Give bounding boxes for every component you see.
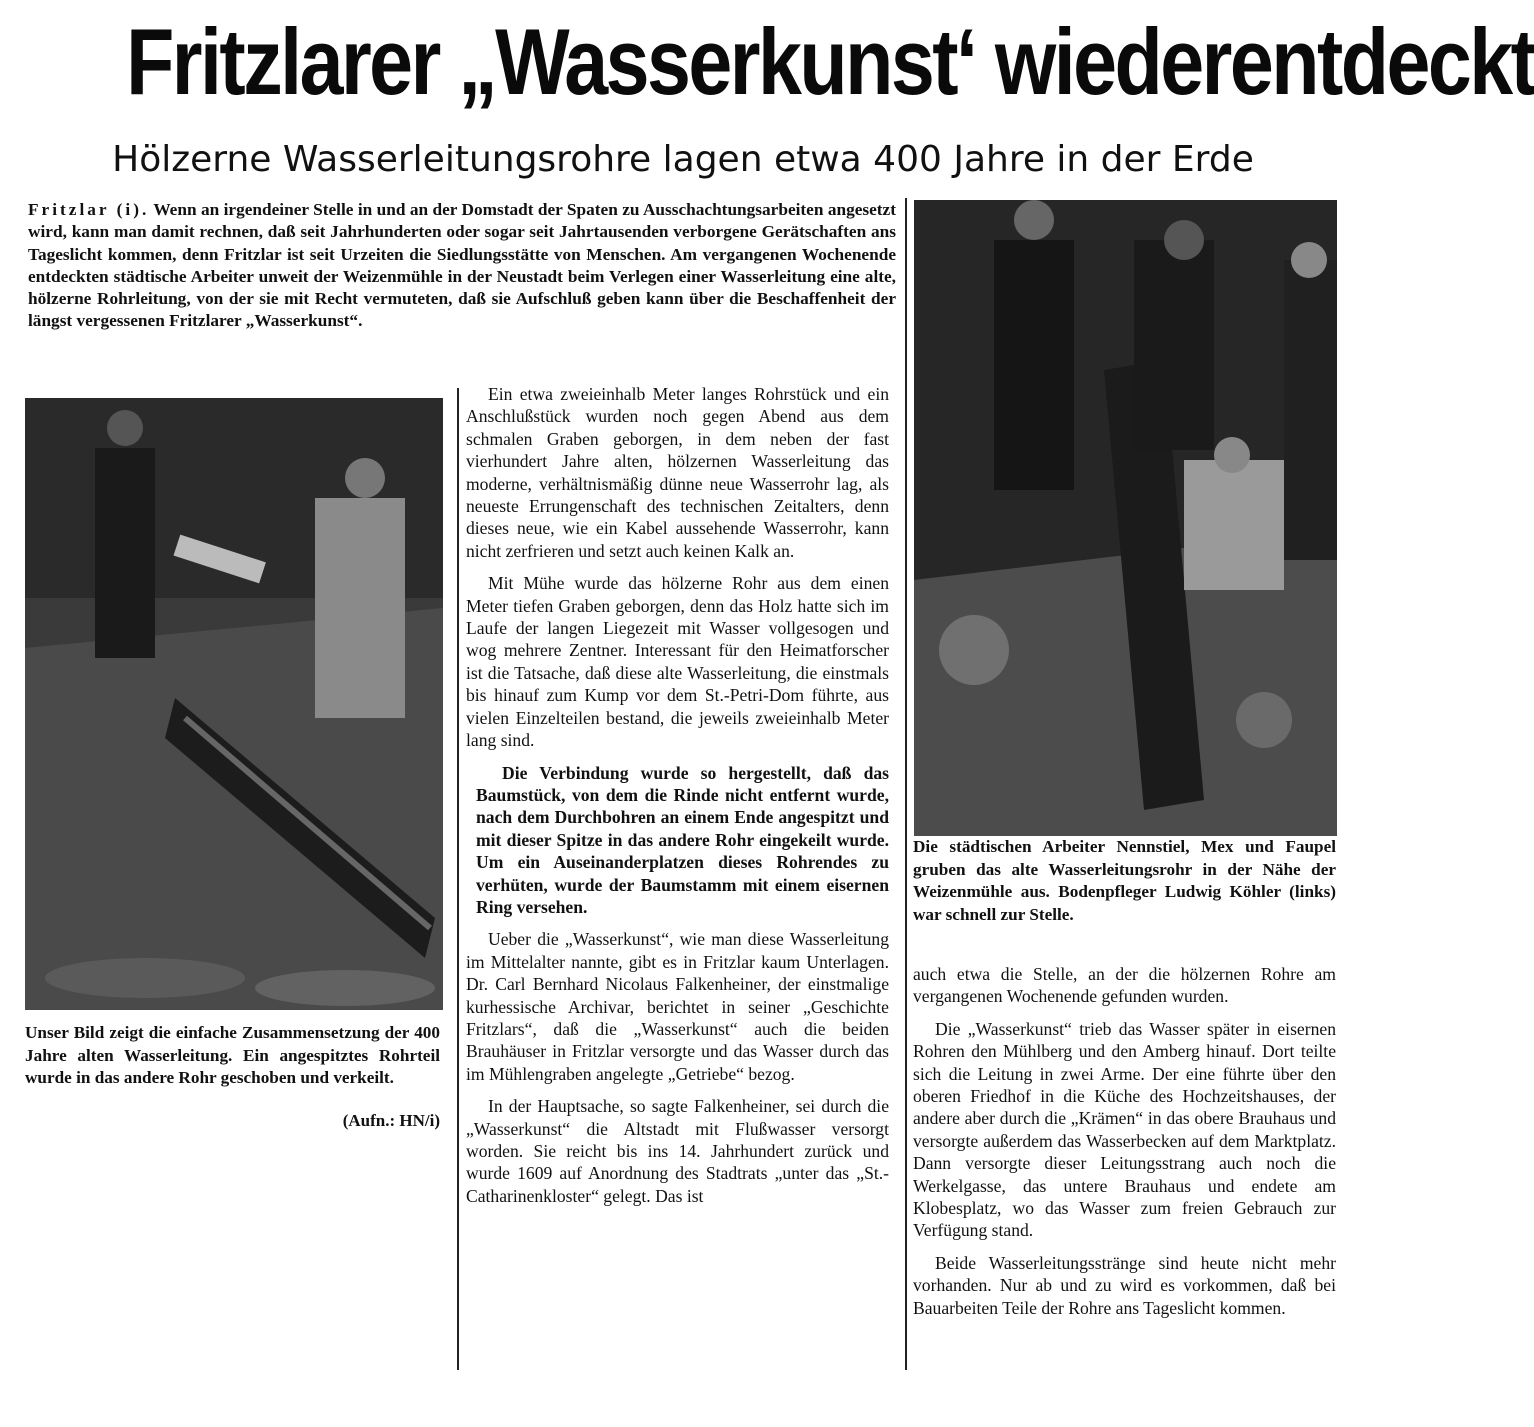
headline: Fritzlarer „Wasserkunst‘ wiederentdeckt bbox=[126, 9, 1534, 114]
right-column bbox=[913, 963, 1336, 1329]
middle-paragraph-3-bold: Die Verbindung wurde so hergestellt, daß das Baumstück, von dem die Rinde nicht entfernt wurde, nach dem Durchbohren an einem Ende angespitzt und mit dieser Spitze in das andere Rohr eingekeilt wurde. Um ein Auseinanderplatzen dieses Rohrendes zu verhüten, wurde der Baumstamm mit einem eisernen Ring versehen. bbox=[476, 762, 889, 917]
middle-paragraph-5: In der Hauptsache, so sagte Falkenheiner, sei durch die „Wasserkunst“ die Altstadt mit Flußwasser versorgt worden. Sie reicht bis ins 14. Jahrhundert zurück und wurde 1609 auf Anordnung des Stadtrats „unter das „St.-Catharinenkloster“ gelegt. Das ist bbox=[466, 1096, 889, 1206]
middle-paragraph-1: Ein etwa zweieinhalb Meter langes Rohrstück und ein Anschlußstück wurden noch gegen Abend aus dem schmalen Graben geborgen, in dem neben der fast vierhundert Jahre alten, hölzernen Wasserleitung das moderne, verhältnismäßig dünne neue Wasserrohr lag, als neueste Errungenschaft des technischen Zeitalters, denn dieses neue, wie ein Kabel aussehende Wasserrohr, kann nicht zerfrieren und setzt auch keinen Kalk an. bbox=[466, 384, 889, 561]
right-paragraph-1: auch etwa die Stelle, an der die hölzernen Rohre am vergangenen Wochenende gefunden wurden. bbox=[913, 964, 1336, 1007]
photo-left-credit: (Aufn.: HN/i) bbox=[342, 1111, 440, 1130]
photo-right-caption: Die städtischen Arbeiter Nennstiel, Mex und Faupel gruben das alte Wasserleitungsrohr in der Nähe der Weizenmühle aus. Bodenpfleger Ludwig Köhler (links) war schnell zur Stelle. bbox=[913, 837, 1336, 924]
middle-paragraph-2: Mit Mühe wurde das hölzerne Rohr aus dem einen Meter tiefen Graben geborgen, denn das Holz hatte sich im Laufe der langen Liegezeit mit Wasser vollgesogen und wog mehrere Zentner. Interessant für den Heimatforscher ist die Tatsache, daß diese alte Wasserleitung, die einstmals bis hinauf zum Kump vor dem St.-Petri-Dom führte, aus vielen Einzelteilen bestand, die jeweils zweieinhalb Meter lang sind. bbox=[466, 573, 889, 751]
lead-text: Wenn an irgendeiner Stelle in und an der Domstadt der Spaten zu Ausschachtungsarbeiten angesetzt wird, kann man damit rechnen, daß seit Jahrhunderten oder sogar seit Jahrtausenden verborgene Gerätschaften ans Tageslicht kommen, denn Fritzlar ist seit Urzeiten die Siedlungsstätte von Menschen. Am vergangenen Wochenende entdeckten städtische Arbeiter unweit der Weizenmühle in der Neustadt beim Verlegen einer Wasserleitung eine alte, hölzerne Rohrleitung, von der sie mit Recht vermuteten, daß sie Aufschluß geben kann über die Beschaffenheit der längst vergessenen Fritzlarer „Wasserkunst“. bbox=[28, 200, 896, 331]
column-rule-middle bbox=[457, 388, 459, 1370]
subheadline: Hölzerne Wasserleitungsrohre lagen etwa 400 Jahre in der Erde bbox=[112, 139, 1254, 180]
middle-paragraph-4: Ueber die „Wasserkunst“, wie man diese Wasserleitung im Mittelalter nannte, gibt es in Fritzlar kaum Unterlagen. Dr. Carl Bernhard Nicolaus Falkenheiner, der einstmalige kurhessische Archivar, berichtet in seiner „Geschichte Fritzlars“, daß die „Wasserkunst“ auch die beiden Brauhäuser in Fritzlar versorgte und das Wasser durch das im Mühlengraben angelegte „Getriebe“ bezog. bbox=[466, 929, 889, 1084]
right-paragraph-2: Die „Wasserkunst“ trieb das Wasser später in eisernen Rohren den Mühlberg und den Amberg hinauf. Dort teilte sich die Leitung in zwei Arme. Der eine führte über den oberen Friedhof in die Küche des Hochzeitshauses, der andere aber durch die „Krämen“ in das obere Brauhaus und versorgte außerdem das Wasserbecken auf dem Marktplatz. Dann versorgte dieser Leitungsstrang auch noch die Werkelgasse, das untere Brauhaus und endete am Klobesplatz, wo das Wasser zum freien Gebrauch zur Verfügung stand. bbox=[913, 1018, 1336, 1241]
photo-left-caption: Unser Bild zeigt die einfache Zusammensetzung der 400 Jahre alten Wasserleitung. Ein angespitztes Rohrteil wurde in das andere Rohr geschoben und verkeilt. bbox=[25, 1023, 440, 1087]
lead-paragraph bbox=[28, 199, 896, 333]
dateline: Fritzlar (i). bbox=[28, 200, 150, 219]
photo-left-wooden-pipe bbox=[25, 398, 443, 1010]
photo-right-workers bbox=[914, 200, 1337, 836]
middle-column bbox=[466, 383, 889, 1217]
column-rule-right bbox=[905, 198, 907, 1370]
right-paragraph-3: Beide Wasserleitungsstränge sind heute nicht mehr vorhanden. Nur ab und zu wird es vorkommen, daß bei Bauarbeiten Teile der Rohre ans Tageslicht kommen. bbox=[913, 1252, 1336, 1318]
